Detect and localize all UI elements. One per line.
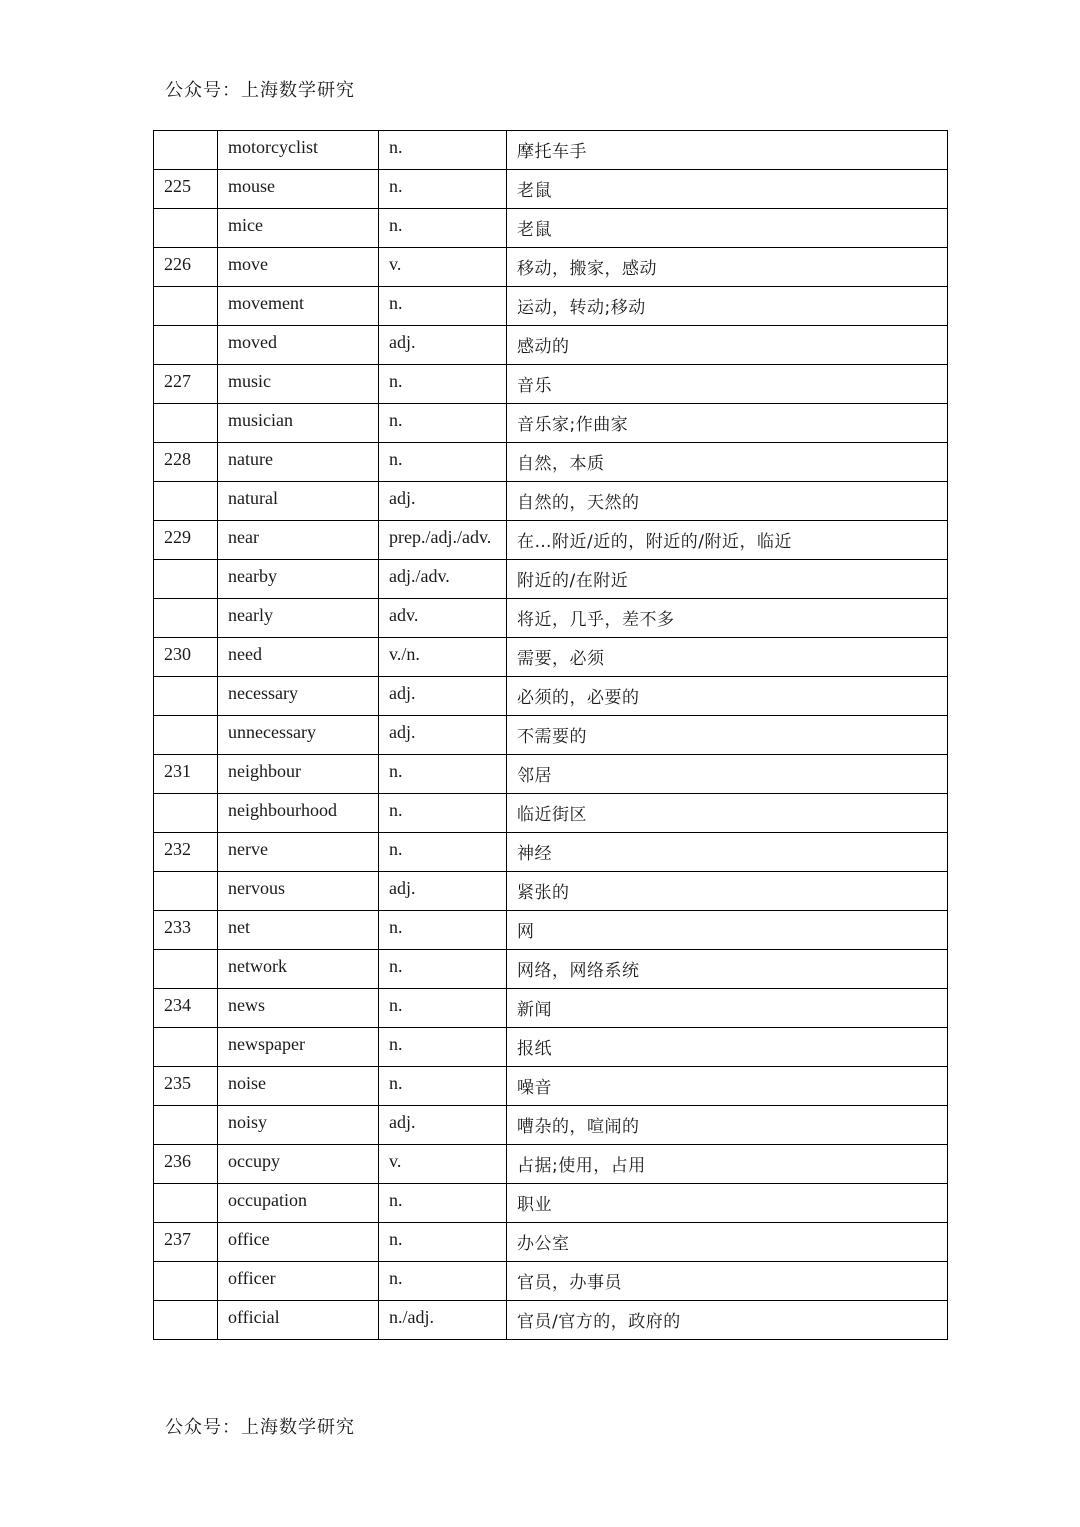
word-cell: nearby	[218, 560, 379, 599]
table-row	[154, 677, 948, 716]
part-of-speech-cell: adj.	[379, 482, 507, 521]
word-cell: noise	[218, 1067, 379, 1106]
part-of-speech-cell: adj.	[379, 677, 507, 716]
part-of-speech-cell: n.	[379, 365, 507, 404]
entry-number-cell	[154, 716, 218, 755]
table-row	[154, 365, 948, 404]
entry-number-cell: 233	[154, 911, 218, 950]
meaning-cell: 音乐家;作曲家	[507, 404, 948, 443]
word-cell: nearly	[218, 599, 379, 638]
meaning-cell: 网	[507, 911, 948, 950]
meaning-cell: 网络，网络系统	[507, 950, 948, 989]
entry-number-cell: 236	[154, 1145, 218, 1184]
entry-number-cell: 230	[154, 638, 218, 677]
entry-number-cell	[154, 599, 218, 638]
table-row	[154, 482, 948, 521]
word-cell: mouse	[218, 170, 379, 209]
page-footer: 公众号：上海数学研究	[165, 1417, 355, 1438]
part-of-speech-cell: n.	[379, 1262, 507, 1301]
vocabulary-table-body	[154, 131, 948, 1340]
entry-number-cell	[154, 872, 218, 911]
word-cell: news	[218, 989, 379, 1028]
word-cell: unnecessary	[218, 716, 379, 755]
table-row	[154, 794, 948, 833]
entry-number-cell	[154, 131, 218, 170]
part-of-speech-cell: n.	[379, 1067, 507, 1106]
part-of-speech-cell: n.	[379, 1223, 507, 1262]
table-row	[154, 872, 948, 911]
entry-number-cell: 225	[154, 170, 218, 209]
meaning-cell: 不需要的	[507, 716, 948, 755]
meaning-cell: 老鼠	[507, 170, 948, 209]
word-cell: musician	[218, 404, 379, 443]
meaning-cell: 感动的	[507, 326, 948, 365]
entry-number-cell	[154, 794, 218, 833]
table-row	[154, 287, 948, 326]
entry-number-cell	[154, 1262, 218, 1301]
meaning-cell: 嘈杂的，喧闹的	[507, 1106, 948, 1145]
table-row	[154, 599, 948, 638]
part-of-speech-cell: n.	[379, 1184, 507, 1223]
table-row	[154, 833, 948, 872]
table-row	[154, 170, 948, 209]
entry-number-cell	[154, 560, 218, 599]
entry-number-cell: 235	[154, 1067, 218, 1106]
entry-number-cell: 237	[154, 1223, 218, 1262]
meaning-cell: 官员，办事员	[507, 1262, 948, 1301]
table-row	[154, 209, 948, 248]
part-of-speech-cell: adj.	[379, 872, 507, 911]
word-cell: neighbour	[218, 755, 379, 794]
table-row	[154, 716, 948, 755]
word-cell: noisy	[218, 1106, 379, 1145]
part-of-speech-cell: n.	[379, 989, 507, 1028]
part-of-speech-cell: n.	[379, 755, 507, 794]
table-row	[154, 1028, 948, 1067]
entry-number-cell	[154, 1184, 218, 1223]
entry-number-cell	[154, 482, 218, 521]
meaning-cell: 职业	[507, 1184, 948, 1223]
meaning-cell: 新闻	[507, 989, 948, 1028]
table-row	[154, 248, 948, 287]
meaning-cell: 办公室	[507, 1223, 948, 1262]
table-row	[154, 560, 948, 599]
meaning-cell: 临近街区	[507, 794, 948, 833]
part-of-speech-cell: v.	[379, 1145, 507, 1184]
table-row	[154, 911, 948, 950]
word-cell: net	[218, 911, 379, 950]
table-row	[154, 521, 948, 560]
entry-number-cell	[154, 1028, 218, 1067]
entry-number-cell: 234	[154, 989, 218, 1028]
part-of-speech-cell: n.	[379, 950, 507, 989]
table-row	[154, 1106, 948, 1145]
word-cell: move	[218, 248, 379, 287]
entry-number-cell: 226	[154, 248, 218, 287]
word-cell: official	[218, 1301, 379, 1340]
word-cell: nature	[218, 443, 379, 482]
table-row	[154, 1184, 948, 1223]
entry-number-cell	[154, 1106, 218, 1145]
meaning-cell: 占据;使用，占用	[507, 1145, 948, 1184]
table-row	[154, 1301, 948, 1340]
table-row	[154, 638, 948, 677]
part-of-speech-cell: v.	[379, 248, 507, 287]
table-row	[154, 326, 948, 365]
word-cell: occupation	[218, 1184, 379, 1223]
table-row	[154, 755, 948, 794]
entry-number-cell: 227	[154, 365, 218, 404]
table-row	[154, 443, 948, 482]
part-of-speech-cell: n.	[379, 1028, 507, 1067]
part-of-speech-cell: n.	[379, 833, 507, 872]
word-cell: near	[218, 521, 379, 560]
word-cell: neighbourhood	[218, 794, 379, 833]
meaning-cell: 神经	[507, 833, 948, 872]
word-cell: mice	[218, 209, 379, 248]
entry-number-cell: 229	[154, 521, 218, 560]
word-cell: movement	[218, 287, 379, 326]
meaning-cell: 官员/官方的，政府的	[507, 1301, 948, 1340]
part-of-speech-cell: n.	[379, 131, 507, 170]
word-cell: moved	[218, 326, 379, 365]
table-row	[154, 404, 948, 443]
table-row	[154, 989, 948, 1028]
entry-number-cell	[154, 950, 218, 989]
meaning-cell: 老鼠	[507, 209, 948, 248]
entry-number-cell	[154, 677, 218, 716]
meaning-cell: 自然，本质	[507, 443, 948, 482]
meaning-cell: 必须的，必要的	[507, 677, 948, 716]
word-cell: nervous	[218, 872, 379, 911]
entry-number-cell: 231	[154, 755, 218, 794]
meaning-cell: 将近，几乎，差不多	[507, 599, 948, 638]
table-row	[154, 950, 948, 989]
entry-number-cell: 232	[154, 833, 218, 872]
part-of-speech-cell: adj./adv.	[379, 560, 507, 599]
part-of-speech-cell: n.	[379, 287, 507, 326]
entry-number-cell	[154, 209, 218, 248]
meaning-cell: 自然的，天然的	[507, 482, 948, 521]
part-of-speech-cell: prep./adj./adv.	[379, 521, 507, 560]
word-cell: natural	[218, 482, 379, 521]
word-cell: newspaper	[218, 1028, 379, 1067]
table-row	[154, 1067, 948, 1106]
part-of-speech-cell: n.	[379, 170, 507, 209]
part-of-speech-cell: v./n.	[379, 638, 507, 677]
part-of-speech-cell: adj.	[379, 1106, 507, 1145]
meaning-cell: 音乐	[507, 365, 948, 404]
word-cell: network	[218, 950, 379, 989]
word-cell: music	[218, 365, 379, 404]
part-of-speech-cell: adj.	[379, 326, 507, 365]
meaning-cell: 附近的/在附近	[507, 560, 948, 599]
meaning-cell: 在…附近/近的，附近的/附近，临近	[507, 521, 948, 560]
entry-number-cell: 228	[154, 443, 218, 482]
meaning-cell: 摩托车手	[507, 131, 948, 170]
part-of-speech-cell: n.	[379, 794, 507, 833]
word-cell: motorcyclist	[218, 131, 379, 170]
entry-number-cell	[154, 287, 218, 326]
entry-number-cell	[154, 404, 218, 443]
meaning-cell: 报纸	[507, 1028, 948, 1067]
word-cell: occupy	[218, 1145, 379, 1184]
word-cell: necessary	[218, 677, 379, 716]
part-of-speech-cell: n.	[379, 404, 507, 443]
table-row	[154, 1223, 948, 1262]
part-of-speech-cell: n./adj.	[379, 1301, 507, 1340]
entry-number-cell	[154, 326, 218, 365]
meaning-cell: 移动，搬家，感动	[507, 248, 948, 287]
word-cell: office	[218, 1223, 379, 1262]
part-of-speech-cell: n.	[379, 209, 507, 248]
meaning-cell: 运动，转动;移动	[507, 287, 948, 326]
table-row	[154, 131, 948, 170]
table-row	[154, 1145, 948, 1184]
word-cell: need	[218, 638, 379, 677]
part-of-speech-cell: adj.	[379, 716, 507, 755]
meaning-cell: 噪音	[507, 1067, 948, 1106]
meaning-cell: 邻居	[507, 755, 948, 794]
meaning-cell: 需要，必须	[507, 638, 948, 677]
vocabulary-table	[153, 130, 948, 1340]
table-row	[154, 1262, 948, 1301]
part-of-speech-cell: adv.	[379, 599, 507, 638]
word-cell: officer	[218, 1262, 379, 1301]
part-of-speech-cell: n.	[379, 443, 507, 482]
part-of-speech-cell: n.	[379, 911, 507, 950]
meaning-cell: 紧张的	[507, 872, 948, 911]
page-header: 公众号：上海数学研究	[165, 80, 355, 101]
entry-number-cell	[154, 1301, 218, 1340]
word-cell: nerve	[218, 833, 379, 872]
